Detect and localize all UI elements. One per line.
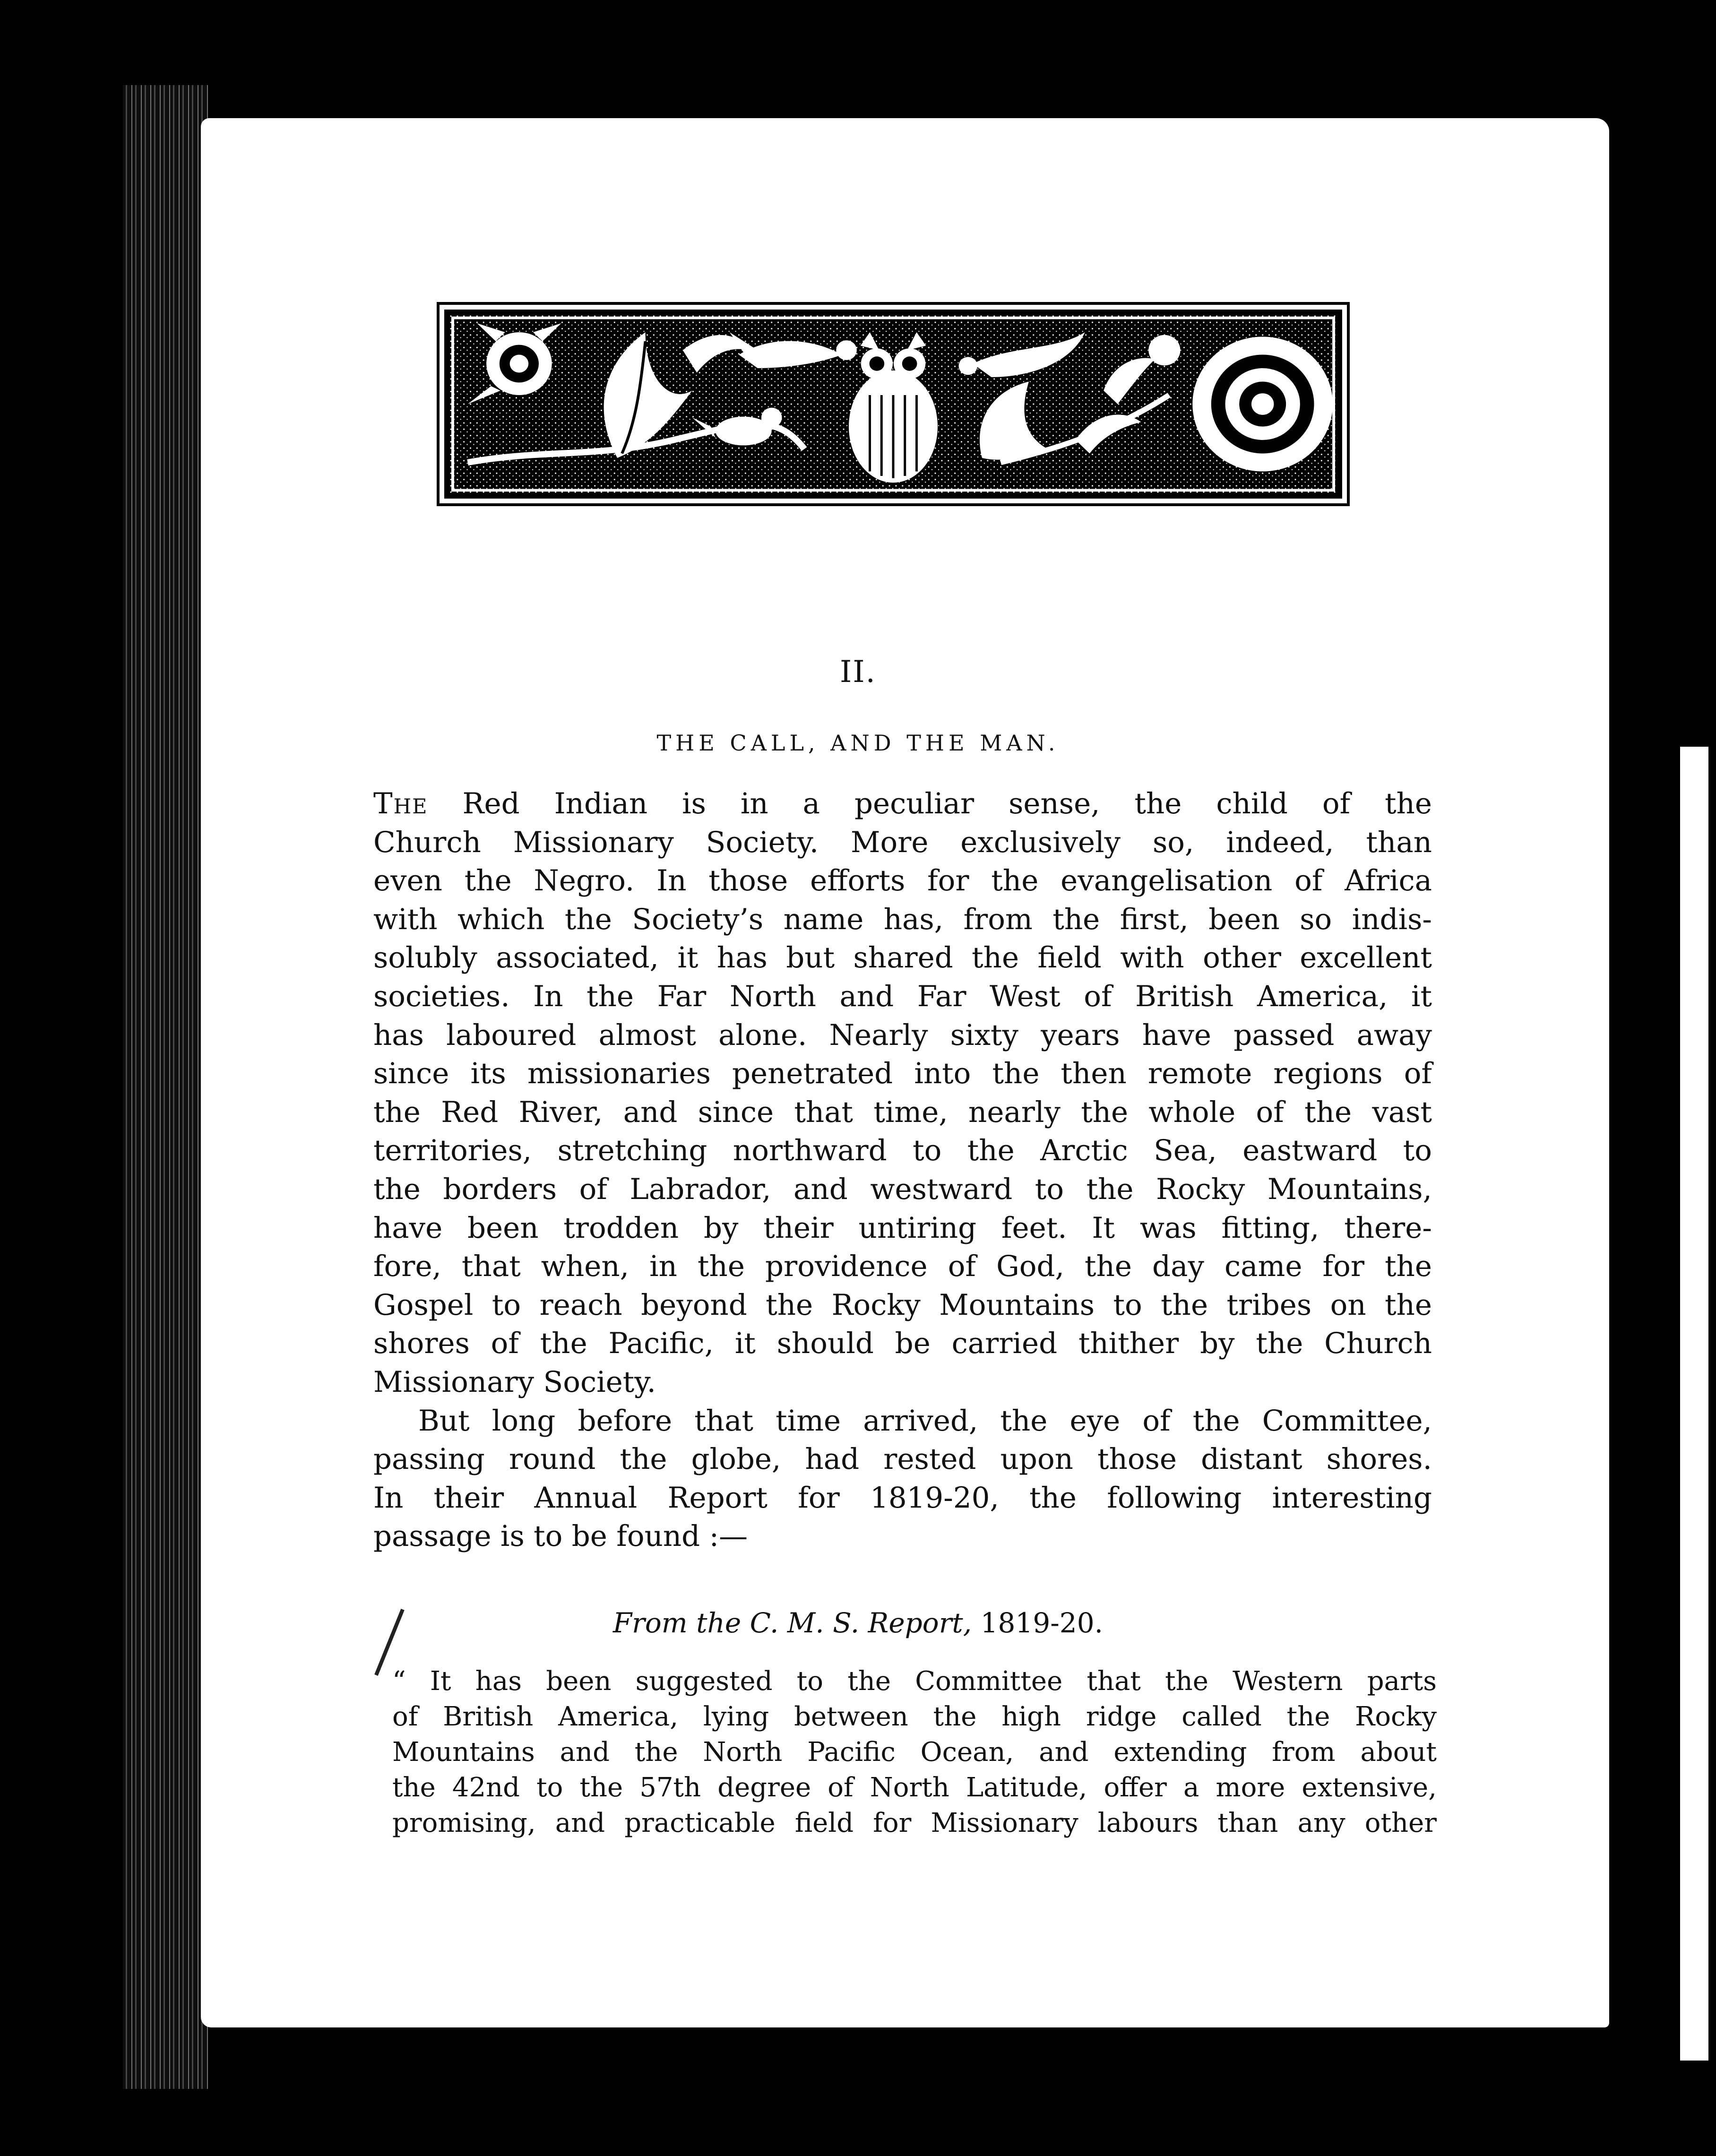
quote-heading (0, 1607, 1716, 1639)
body-line: with which the Society’s name has, from the first, been so indis- (373, 902, 1432, 936)
quote-year: 1819-20. (972, 1607, 1104, 1639)
body-line: have been trodden by their untiring feet. It was fitting, there- (373, 1211, 1432, 1245)
quote-line: Mountains and the North Pacific Ocean, and extending from about (392, 1737, 1437, 1768)
quote-line: promising, and practicable field for Missionary labours than any other (392, 1808, 1437, 1838)
body-line: the Red River, and since that time, nearly the whole of the vast (373, 1095, 1432, 1129)
body-line: The Red Indian is in a peculiar sense, the child of the (373, 787, 1432, 820)
body-line: the borders of Labrador, and westward to the Rocky Mountains, (373, 1172, 1432, 1206)
body-line: has laboured almost alone. Nearly sixty years have passed away (373, 1018, 1432, 1052)
body-text (373, 785, 1432, 1556)
body-line: Church Missionary Society. More exclusively so, indeed, than (373, 825, 1432, 859)
body-line: fore, that when, in the providence of God, the day came for the (373, 1250, 1432, 1284)
chapter-title: THE CALL, AND THE MAN. (656, 730, 1060, 756)
body-line: In their Annual Report for 1819-20, the following interesting (373, 1481, 1432, 1515)
body-line: passing round the globe, had rested upon those distant shores. (373, 1442, 1432, 1476)
body-line: territories, stretching northward to the Arctic Sea, eastward to (373, 1134, 1432, 1168)
chapter-number: II. (840, 655, 876, 690)
ornament-art (449, 314, 1337, 494)
book-binding-edge (123, 85, 208, 2089)
quote-line: “ It has been suggested to the Committee that the Western parts (392, 1666, 1437, 1697)
lead-word: The (373, 787, 428, 820)
body-line: Gospel to reach beyond the Rocky Mountains to the tribes on the (373, 1288, 1432, 1322)
body-line: solubly associated, it has but shared the field with other excellent (373, 941, 1432, 975)
next-page-edge (1680, 747, 1708, 2061)
page-right-edge (1609, 142, 1666, 2009)
body-line: since its missionaries penetrated into the then remote regions of (373, 1057, 1432, 1091)
body-line: Missionary Society. (373, 1365, 656, 1399)
body-line: shores of the Pacific, it should be carried thither by the Church (373, 1327, 1432, 1361)
quote-line: of British America, lying between the high ridge called the Rocky (392, 1701, 1437, 1732)
ornament-headpiece (444, 310, 1342, 499)
quote-line: the 42nd to the 57th degree of North Latitude, offer a more extensive, (392, 1772, 1437, 1803)
body-line: societies. In the Far North and Far West of British America, it (373, 979, 1432, 1013)
quote-source: From the C. M. S. Report, (612, 1607, 972, 1639)
quote-text (392, 1664, 1437, 1841)
body-line: passage is to be found :— (373, 1519, 748, 1553)
body-line: even the Negro. In those efforts for the evangelisation of Africa (373, 864, 1432, 898)
body-line: But long before that time arrived, the eye of the Committee, (418, 1404, 1432, 1438)
sunflower-icon (1192, 337, 1333, 472)
